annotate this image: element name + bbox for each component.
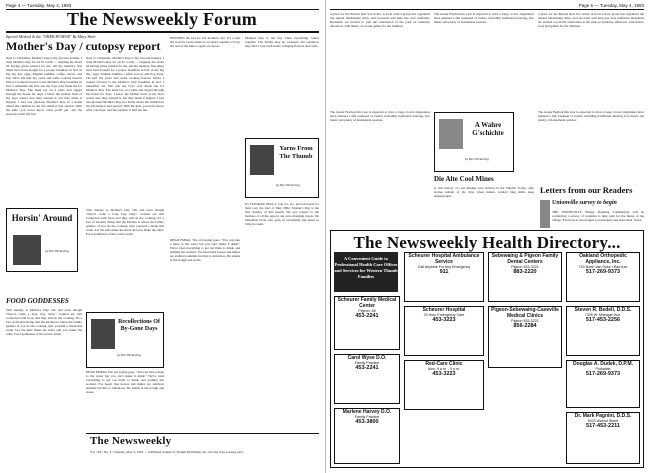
ad-line: 743 North Van Dyke • Bad Axe <box>578 265 628 269</box>
ad-name: Carol Wyse D.O. <box>347 355 387 361</box>
ad-medical-clinics <box>488 306 562 368</box>
ad-name: Oakland Orthopedic Appliance, Inc. <box>579 253 627 265</box>
ad-line: 5023 Walnut Street <box>587 419 619 423</box>
story-column-2: Next to Christmas, Mother's Day is my favorite holiday. I truly Mother's Day for all it's worth — reigning me about all having given praised for me. All my memory first times have been bought for a proper breakfast in bed on my big day: eggs, English muffins, coffee, bacon, and Pop Tarts. I'm half my years and some cooking lessons before I looked forward to the Mother's Day breakfast in bed. I remember the first one my boys ever made me for Mother's Day. The meal lay on a plate and rigged through the house for days. I know the mother back of my boys wasn't sure they wanted it, but they made it happen. I had one glorious Mother's Day in a home where the children in my life made it feel special. With the kids, you never know what you'll get, and the surprise is half the fun. <box>86 56 164 112</box>
ad-phone: 517-269-9373 <box>585 371 621 378</box>
health-intro: A Convenient Guide to Professional Health Care Offices and Services for Western Thumb Families <box>334 252 398 292</box>
ad-line: Mon. 9 a.m. - 5 p.m. <box>427 367 461 371</box>
ad-phone: 453-3223 <box>432 317 456 324</box>
ad-name: Dr. Mark Pagnini, D.D.S. <box>574 413 632 419</box>
footer-rule <box>86 433 319 434</box>
recollections-photo <box>91 319 115 349</box>
story-column-2: The Greek Festival this year is expected to draw a large crowd. Organizers have planned a full weekend of events, including traditional dancing, live music and plenty of homemade pastries. <box>434 12 534 24</box>
ad-phone: 911 <box>439 269 449 276</box>
recollections-title: Recollections Of By-Gone Days <box>118 319 160 332</box>
yarns-photo <box>250 145 274 175</box>
ad-phone: 517-453-2211 <box>586 423 620 430</box>
ad-wyse <box>334 354 400 404</box>
ad-phone: 453-3800 <box>355 419 379 426</box>
ad-family-medical <box>334 296 400 350</box>
story-byline: Special Method & the "OHER HUMOR" By Mary Shier <box>6 34 96 39</box>
recollections-box <box>86 312 164 368</box>
ad-name: Scheurer Family Medical Center <box>337 297 397 309</box>
health-directory-title: The Newsweekly Health Directory... <box>353 233 621 252</box>
columnist-photo <box>13 235 41 265</box>
ad-name: Scheurer Hospital <box>422 307 466 313</box>
food-goddesses-title: FOOD GODDESSES <box>6 297 69 305</box>
wahre-byline: by Bev Pickering <box>465 157 489 161</box>
page-folio: Page 5 — Tuesday, May 4, 1993 <box>578 3 644 8</box>
horsin-around-title: Horsin' Around <box>11 213 73 223</box>
ad-phone: 453-2241 <box>355 365 379 372</box>
food-goddesses-text: This Sunday is Mother's Day. Oh, and even though "they're come a long way, baby," women are still connected with food, and they still do the cooking. It's a fact of modern living that the kitchen is where the family gathers. If you do the cooking, give yourself a break this week. Let the kids make the mess and you make the rules. Food goddesses of the world, unite! <box>6 308 82 336</box>
wahre-photo <box>439 119 463 149</box>
ad-phone: 517-269-9373 <box>585 269 621 276</box>
header-rule <box>330 9 644 10</box>
yarns-title: Yarns From The Thumb <box>279 145 313 160</box>
ad-line: Pigeon, MI <box>358 309 376 313</box>
horsin-around-box <box>6 208 78 272</box>
story-column-2b: This Sunday is Mother's Day. Oh, and even though "they're come a long way, baby," women are still connected with food, and they still do the cooking. It's a fact of modern living that the kitchen is where the family gathers. If you do the cooking, give yourself a break this week. Let the kids make the mess and you make the rules. Food goddesses of the world, unite! <box>86 208 164 236</box>
ad-name: Steven R. Bedell, D.D.S. <box>574 307 632 313</box>
ad-name: Red-Care Clinic <box>425 361 463 367</box>
coal-mines-title: Die Alte Cool Mines <box>434 175 494 183</box>
story-column-3: MYNNED the kid for the mother's day. It's worth the wait for every memory we share together. I'd say the rest of the time is spent on chores. <box>170 36 240 48</box>
ad-phone: 883-2220 <box>513 269 537 276</box>
ad-orthopedic <box>566 252 640 302</box>
ad-dental <box>488 252 562 302</box>
ad-name: Douglas A. Dudek, D.P.M. <box>572 361 633 367</box>
ad-name: Sebewaing & Pigeon Family Dental Centers <box>491 253 559 265</box>
story-column-4: Mothers Day is the day when everything comes together. The family may be scattered, but somehow they find a way back home, bringing flowers and cards. <box>245 36 319 48</box>
page-folio: Page 4 — Tuesday, May 4, 1993 <box>6 3 72 8</box>
yarns-text: It's TUESDAY, MAY 4. Can we, too, and we're just for their own the start of May 2002, Mother's Day is the first Sunday of this month. We pay respect to the mothers of all the ages in our ever-changing towns. We remember those who gave us everything and asked so little in return. <box>245 202 319 226</box>
story-headline: Mother's Day / cutopsy report <box>6 39 161 53</box>
letter-text: THE UNIONVILLE Village Planning Commission will be conducting a survey of residents to help plan for the future of the village. Everyone is encouraged to participate and share their views. <box>552 210 644 222</box>
ad-name: Marlene Harvey D.O. <box>342 409 392 415</box>
yarns-box <box>245 138 319 198</box>
right-page <box>326 0 650 473</box>
story-column-1b: The Greek Festival this year is expected to draw a large crowd. Organizers have planned a full weekend of events, including traditional dancing, live music and plenty of homemade pastries. <box>330 110 430 122</box>
letter-photo <box>540 200 550 228</box>
ad-phone: 856-2284 <box>513 323 537 330</box>
letters-title: Letters from our Readers <box>540 185 633 195</box>
ad-bedell <box>566 306 640 356</box>
story-column-1: Next to Christmas, Mother's Day is my favorite holiday. I truly Mother's Day for all it's worth — reigning me about all having given praised for me. All my memory first times have been bought for a proper breakfast in bed on my big day: eggs, English muffins, coffee, bacon, and Pop Tarts. I'm half my years and some cooking lessons before I looked forward to the Mother's Day breakfast in bed. I remember the first one my boys ever made me for Mother's Day. The meal lay on a plate and rigged through the house for days. I know the mother back of my boys wasn't sure they wanted it, but they made it happen. I had one glorious Mother's Day in a home where the children in my life made it feel special. With the kids, you never know what you'll get, and the surprise is half the fun. <box>6 56 82 116</box>
ad-line: Pigeon 453-3221 <box>511 319 539 323</box>
ad-harvey <box>334 408 400 464</box>
ad-line: 24 Hour Emergency Care <box>423 313 465 317</box>
story-column-1: a place for the Boston Red Sox ticket. A local school group has organized the annual fundraising drive, and proceeds will help buy new uniforms. Residents are invited to join the celebration at the park on Saturday afternoon, with music, food and games for the children. <box>330 12 430 28</box>
ad-name: Pigeon-Sebewaing-Caseville Medical Clinics <box>491 307 559 319</box>
footer-masthead: The Newsweekly <box>90 435 172 447</box>
letter-headline: Unionville survey to begin <box>552 200 617 206</box>
ad-line: Pigeon 453-3221 <box>511 265 539 269</box>
yarns-byline: by Bev Pickering <box>276 183 300 187</box>
ad-line: 7339 W. Michigan Ave. <box>584 313 622 317</box>
ad-pagnini <box>566 412 640 464</box>
ad-name: Scheurer Hospital Ambulance Service <box>408 253 480 265</box>
forum-masthead: The Newsweekly Forum <box>67 9 257 29</box>
story-column-3b: The Greek Festival this year is expected to draw a large crowd. Organizers have planned a full weekend of events, including traditional dancing, live music and plenty of homemade pastries. <box>538 110 644 122</box>
ad-dudek <box>566 360 640 408</box>
ad-red-care <box>404 360 484 410</box>
ad-line: Family Practice <box>354 361 380 365</box>
wahre-box <box>434 112 514 172</box>
recollections-text: DEAR EMMA: The old saying goes, "You can take a mule to the water but you can't make it drink." We've tried everything to get our mule to drink, and nothing has worked. I've heard that horses and mules are stubborn animals but this is ridiculous. He stands at the trough and stares. <box>86 370 164 394</box>
ad-line: Podiatrist <box>595 367 611 371</box>
masthead-rule <box>6 31 319 33</box>
story-column-3: a place for the Boston Red Sox ticket. A local school group has organized the annual fundraising drive, and proceeds will help buy new uniforms. Residents are invited to join the celebration at the park on Saturday afternoon, with music, food and games for the children. <box>538 12 644 28</box>
ad-phone: 453-2241 <box>355 313 379 320</box>
ad-line: Call Anytime For Any Emergency <box>417 265 471 269</box>
ad-phone: 517-453-2256 <box>585 317 621 324</box>
ad-ambulance <box>404 252 484 302</box>
footer-info: Vol. 104 • No. 6 • Tuesday, May 4, 1993 — Published weekly by Thumb Publishing, Inc. Second class postage paid. <box>90 450 244 454</box>
ad-hospital <box>404 306 484 356</box>
ad-phone: 453-3223 <box>432 371 456 378</box>
recollections-byline: by Bev Pickering <box>117 353 141 357</box>
wahre-title: A Wahre G'schichte <box>472 121 504 137</box>
recollections-text-2: DEAR EMMA: The old saying goes, "You can take a mule to the water but you can't make it drink." We've tried everything to get our mule to drink, and nothing has worked. I've heard that horses and mules are stubborn animals but this is ridiculous. He stands at the trough and stares. <box>170 238 240 262</box>
ad-line: Family Practice <box>354 415 380 419</box>
horsin-around-byline: by Bev Pickering <box>45 249 69 253</box>
coal-mines-text: A rich history of coal mining once thrived in the Thumb. Today, only stories remain of the days when miners worked long shifts deep underground. <box>434 186 534 198</box>
